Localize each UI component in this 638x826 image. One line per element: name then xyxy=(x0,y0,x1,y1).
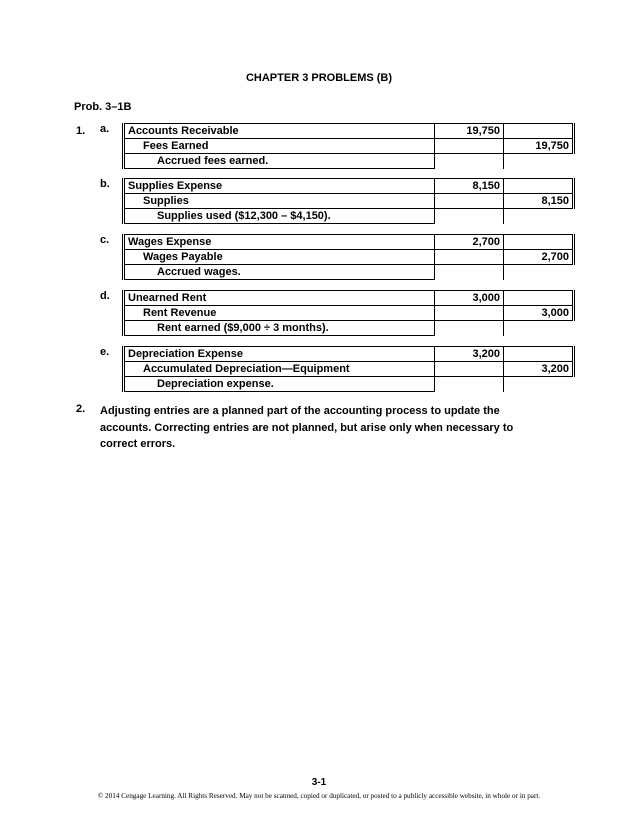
debit-amount: 8,150 xyxy=(435,179,504,194)
explanation-row xyxy=(124,321,574,336)
blank-cell xyxy=(435,209,504,224)
debit-amount: 3,000 xyxy=(435,291,504,306)
credit-amount-empty xyxy=(504,235,574,250)
debit-account: Unearned Rent xyxy=(124,291,435,306)
debit-amount-empty xyxy=(435,250,504,265)
copyright-notice: © 2014 Cengage Learning. All Rights Reserved. May not be scanned, copied or duplicated, or posted to a publicly accessible website, in whole or in part. xyxy=(97,792,541,800)
credit-account: Rent Revenue xyxy=(124,306,435,321)
credit-row xyxy=(124,194,574,209)
journal-table xyxy=(122,178,575,224)
debit-account: Accounts Receivable xyxy=(124,124,435,139)
explanation: Accrued fees earned. xyxy=(124,154,435,169)
explanation-row xyxy=(124,154,574,169)
blank-cell xyxy=(504,265,574,280)
credit-amount-empty xyxy=(504,124,574,139)
debit-account: Wages Expense xyxy=(124,235,435,250)
credit-row xyxy=(124,306,574,321)
debit-row xyxy=(124,347,574,362)
blank-cell xyxy=(504,154,574,169)
credit-account: Fees Earned xyxy=(124,139,435,154)
debit-amount-empty xyxy=(435,194,504,209)
page-title: CHAPTER 3 PROBLEMS (B) xyxy=(245,72,393,84)
debit-amount: 19,750 xyxy=(435,124,504,139)
part2-answer: Adjusting entries are a planned part of the accounting process to update the accounts. Correcting entries are not planned, but arise only when necessary to correct errors. xyxy=(100,405,514,450)
credit-amount: 2,700 xyxy=(504,250,574,265)
debit-row xyxy=(124,124,574,139)
journal-table xyxy=(122,123,575,169)
entry-letter: c. xyxy=(100,234,110,246)
entry-letter: b. xyxy=(100,178,110,190)
journal-table xyxy=(122,234,575,280)
page-number: 3-1 xyxy=(311,777,327,788)
credit-amount: 8,150 xyxy=(504,194,574,209)
debit-row xyxy=(124,291,574,306)
debit-account: Supplies Expense xyxy=(124,179,435,194)
blank-cell xyxy=(504,209,574,224)
entry-letter: e. xyxy=(100,346,110,358)
explanation-row xyxy=(124,209,574,224)
part2-number: 2. xyxy=(76,403,86,415)
entry-letter: a. xyxy=(100,123,110,135)
entry-letter: d. xyxy=(100,290,110,302)
journal-table xyxy=(122,346,575,392)
debit-account: Depreciation Expense xyxy=(124,347,435,362)
debit-amount-empty xyxy=(435,139,504,154)
blank-cell xyxy=(435,377,504,392)
explanation-row xyxy=(124,377,574,392)
credit-account: Wages Payable xyxy=(124,250,435,265)
credit-row xyxy=(124,139,574,154)
debit-row xyxy=(124,179,574,194)
blank-cell xyxy=(435,321,504,336)
part1-number: 1. xyxy=(76,125,86,137)
blank-cell xyxy=(435,265,504,280)
blank-cell xyxy=(435,154,504,169)
explanation: Supplies used ($12,300 – $4,150). xyxy=(124,209,435,224)
journal-table xyxy=(122,290,575,336)
credit-row xyxy=(124,362,574,377)
debit-amount: 3,200 xyxy=(435,347,504,362)
explanation: Depreciation expense. xyxy=(124,377,435,392)
blank-cell xyxy=(504,321,574,336)
credit-amount-empty xyxy=(504,179,574,194)
explanation-row xyxy=(124,265,574,280)
explanation: Accrued wages. xyxy=(124,265,435,280)
credit-amount: 19,750 xyxy=(504,139,574,154)
credit-amount-empty xyxy=(504,347,574,362)
credit-account: Supplies xyxy=(124,194,435,209)
credit-amount-empty xyxy=(504,291,574,306)
debit-amount: 2,700 xyxy=(435,235,504,250)
credit-amount: 3,200 xyxy=(504,362,574,377)
credit-row xyxy=(124,250,574,265)
credit-amount: 3,000 xyxy=(504,306,574,321)
explanation: Rent earned ($9,000 ÷ 3 months). xyxy=(124,321,435,336)
debit-row xyxy=(124,235,574,250)
debit-amount-empty xyxy=(435,362,504,377)
blank-cell xyxy=(504,377,574,392)
debit-amount-empty xyxy=(435,306,504,321)
problem-label: Prob. 3–1B xyxy=(74,101,132,113)
credit-account: Accumulated Depreciation—Equipment xyxy=(124,362,435,377)
